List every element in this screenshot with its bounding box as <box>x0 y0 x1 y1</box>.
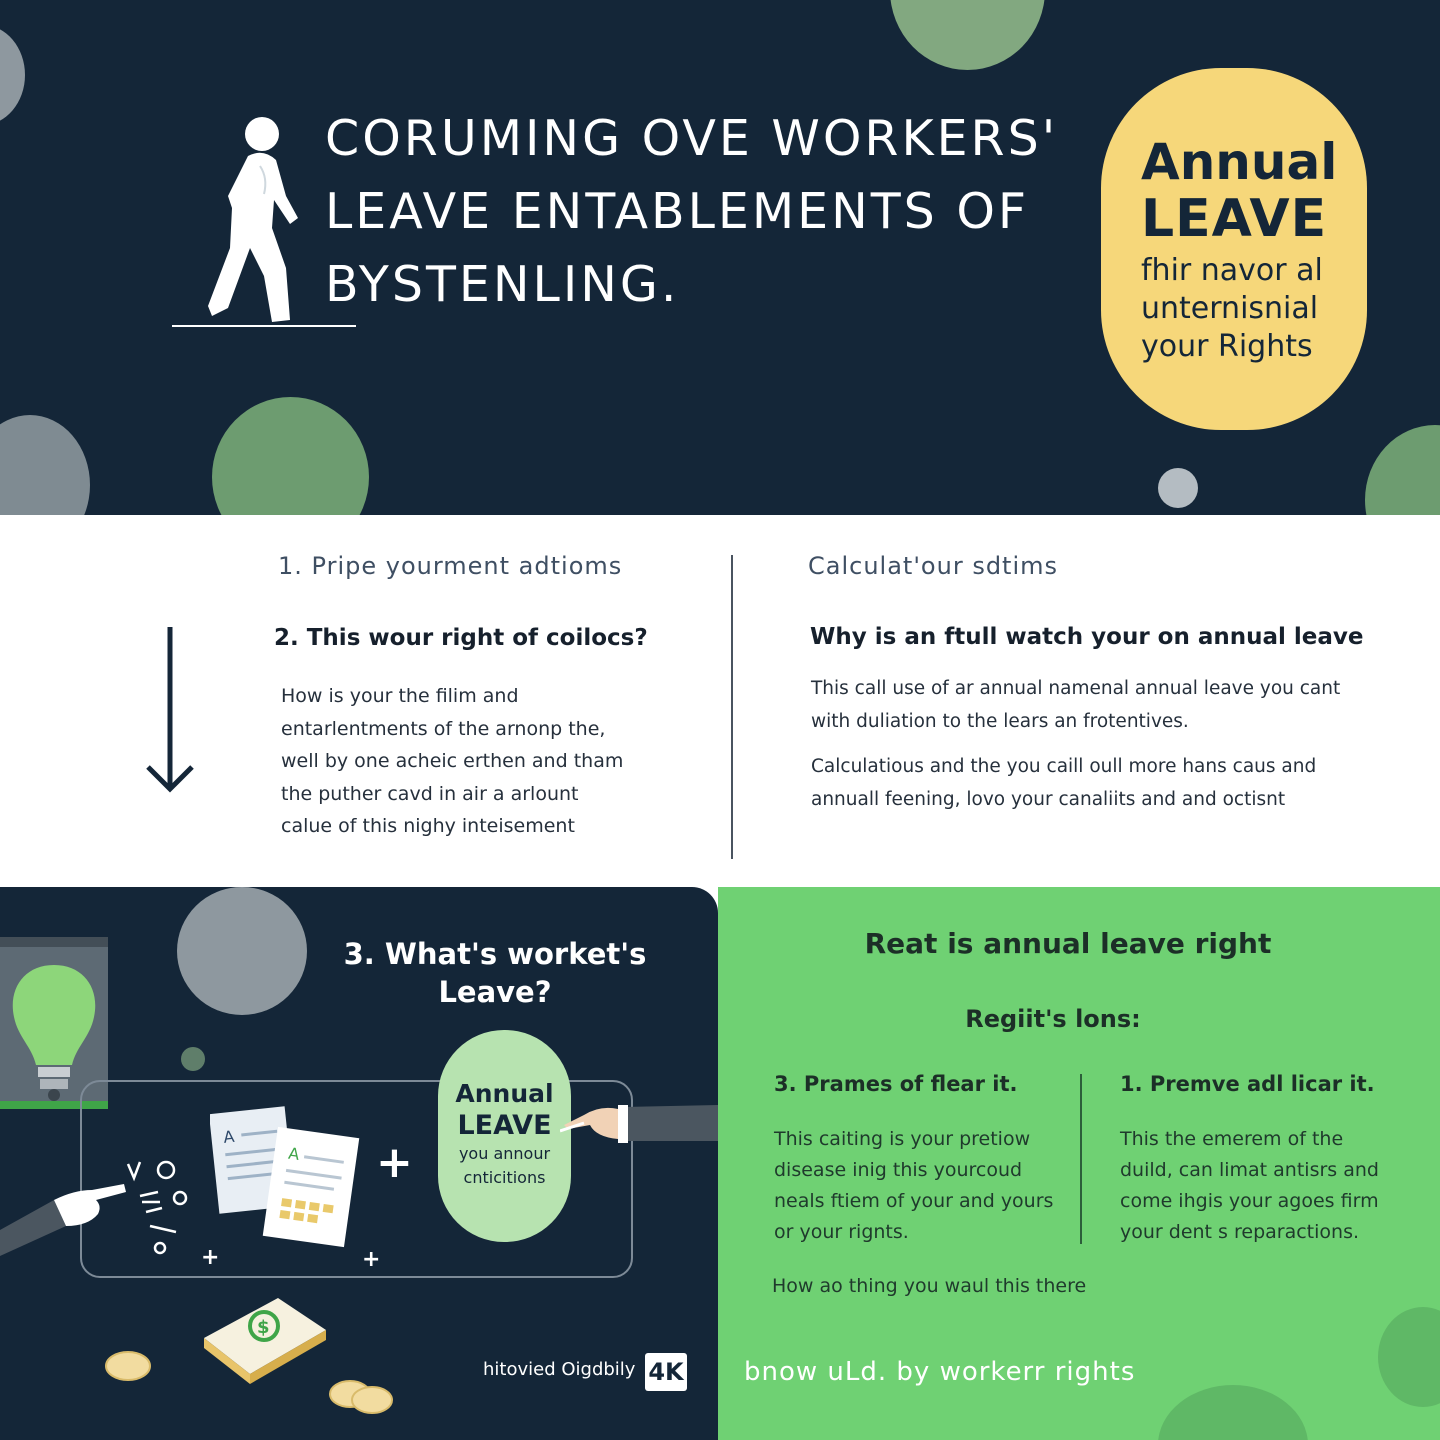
body-line: or your rignts. <box>774 1221 909 1243</box>
decor-bubble <box>0 415 90 515</box>
section-subtitle: 1. Pripe yourment adtioms <box>278 552 623 580</box>
decor-bubble <box>1158 1385 1308 1440</box>
body-line: annuall feening, lovo your canaliits and and octisnt <box>811 788 1286 810</box>
section-heading: Why is an ftull watch your on annual leave <box>810 624 1364 650</box>
body-line: entarlentments of the arnonp the, <box>281 717 606 740</box>
section-body <box>811 673 1340 738</box>
pill-line: you annour <box>458 1144 551 1163</box>
column-divider <box>731 555 733 859</box>
decor-bubble <box>1365 425 1440 515</box>
decor-bubble <box>212 397 369 515</box>
annual-leave-badge <box>1101 68 1367 430</box>
body-line: come ihgis your agoes firm <box>1120 1190 1379 1212</box>
badge-sub: your Rights <box>1141 329 1313 364</box>
leave-illustration-panel <box>0 887 718 1440</box>
decor-bubble <box>1158 468 1198 508</box>
body-line: your dent s reparactions. <box>1120 1221 1360 1243</box>
pill-line: cnticitions <box>463 1168 546 1187</box>
closing-question: How ao thing you waul this there <box>772 1275 1087 1297</box>
body-line: This the emerem of the <box>1120 1128 1344 1150</box>
badge-line: Annual <box>1141 133 1338 191</box>
plus-icon: + <box>362 1247 381 1272</box>
body-line: duild, can limat antisrs and <box>1120 1159 1379 1181</box>
svg-text:$: $ <box>257 1317 270 1338</box>
column-divider <box>1080 1074 1082 1244</box>
column-body <box>774 1124 1053 1248</box>
decor-bubble <box>890 0 1045 70</box>
body-line: This call use of ar annual namenal annual leave you cant <box>811 678 1341 699</box>
body-line: with duliation to the lears an frotentives. <box>811 710 1189 732</box>
decor-bubble <box>177 887 307 1015</box>
documents-icon <box>210 1102 360 1252</box>
resolution-badge: 4K <box>645 1353 687 1391</box>
panel-title-line: Leave? <box>438 975 552 1009</box>
body-line: How is your the filim and <box>281 685 519 707</box>
decor-bubble <box>1378 1307 1440 1407</box>
badge-line: LEAVE <box>1141 189 1328 249</box>
svg-text:A: A <box>287 1143 301 1164</box>
annual-leave-pill <box>438 1030 571 1242</box>
badge-sub: fhir navor al <box>1141 253 1323 288</box>
body-line: disease inig this yourcoud <box>774 1159 1023 1181</box>
panel-title-line: 3. What's worket's <box>343 937 647 971</box>
column-body <box>1120 1124 1379 1248</box>
info-section <box>0 515 1440 887</box>
pill-line: Annual <box>455 1079 554 1108</box>
body-line: calue of this nighy inteisement <box>281 815 575 837</box>
panel-title <box>290 935 700 1011</box>
hero-title-line: BYSTENLING. <box>325 256 680 313</box>
section-body <box>281 680 623 843</box>
money-book-icon <box>100 1282 400 1422</box>
column-heading: 3. Prames of flear it. <box>774 1072 1018 1096</box>
body-line: neals ftiem of your and yours <box>774 1190 1054 1212</box>
arrow-down-icon <box>140 623 200 793</box>
svg-text:A: A <box>222 1126 236 1147</box>
section-body <box>811 751 1316 816</box>
pill-line: LEAVE <box>457 1110 552 1141</box>
decor-bubble <box>0 25 25 125</box>
hero-banner <box>0 0 1440 515</box>
footer-caption: hitovied Oigdbily <box>483 1359 636 1380</box>
body-line: well by one acheic erthen and tham <box>281 750 624 772</box>
plus-icon: + <box>376 1137 413 1188</box>
body-line: the puther cavd in air a arlount <box>281 782 579 805</box>
badge-sub: unternisnial <box>1141 291 1319 326</box>
panel-subtitle: Regiit's lons: <box>965 1005 1141 1033</box>
hero-title <box>325 102 1085 321</box>
section-heading: 2. This wour right of coilocs? <box>274 625 648 651</box>
footer-caption: bnow uLd. by workerr rights <box>744 1357 1136 1387</box>
hand-with-pen-icon <box>560 1097 718 1157</box>
section-subtitle: Calculat'our sdtims <box>808 552 1059 580</box>
hero-title-line: LEAVE ENTABLEMENTS OF <box>325 183 1030 240</box>
plus-icon: + <box>201 1245 220 1270</box>
panel-title: Reat is annual leave right <box>864 927 1272 960</box>
body-line: This caiting is your pretiow <box>774 1128 1031 1150</box>
pointing-hand-icon <box>0 1152 200 1262</box>
rights-panel <box>718 887 1440 1440</box>
body-line: Calculatious and the you caill oull more hans caus and <box>811 756 1317 777</box>
decor-bubble <box>181 1047 205 1071</box>
column-heading: 1. Premve adl licar it. <box>1120 1072 1375 1096</box>
hero-title-line: CORUMING OVE WORKERS' <box>325 110 1059 167</box>
